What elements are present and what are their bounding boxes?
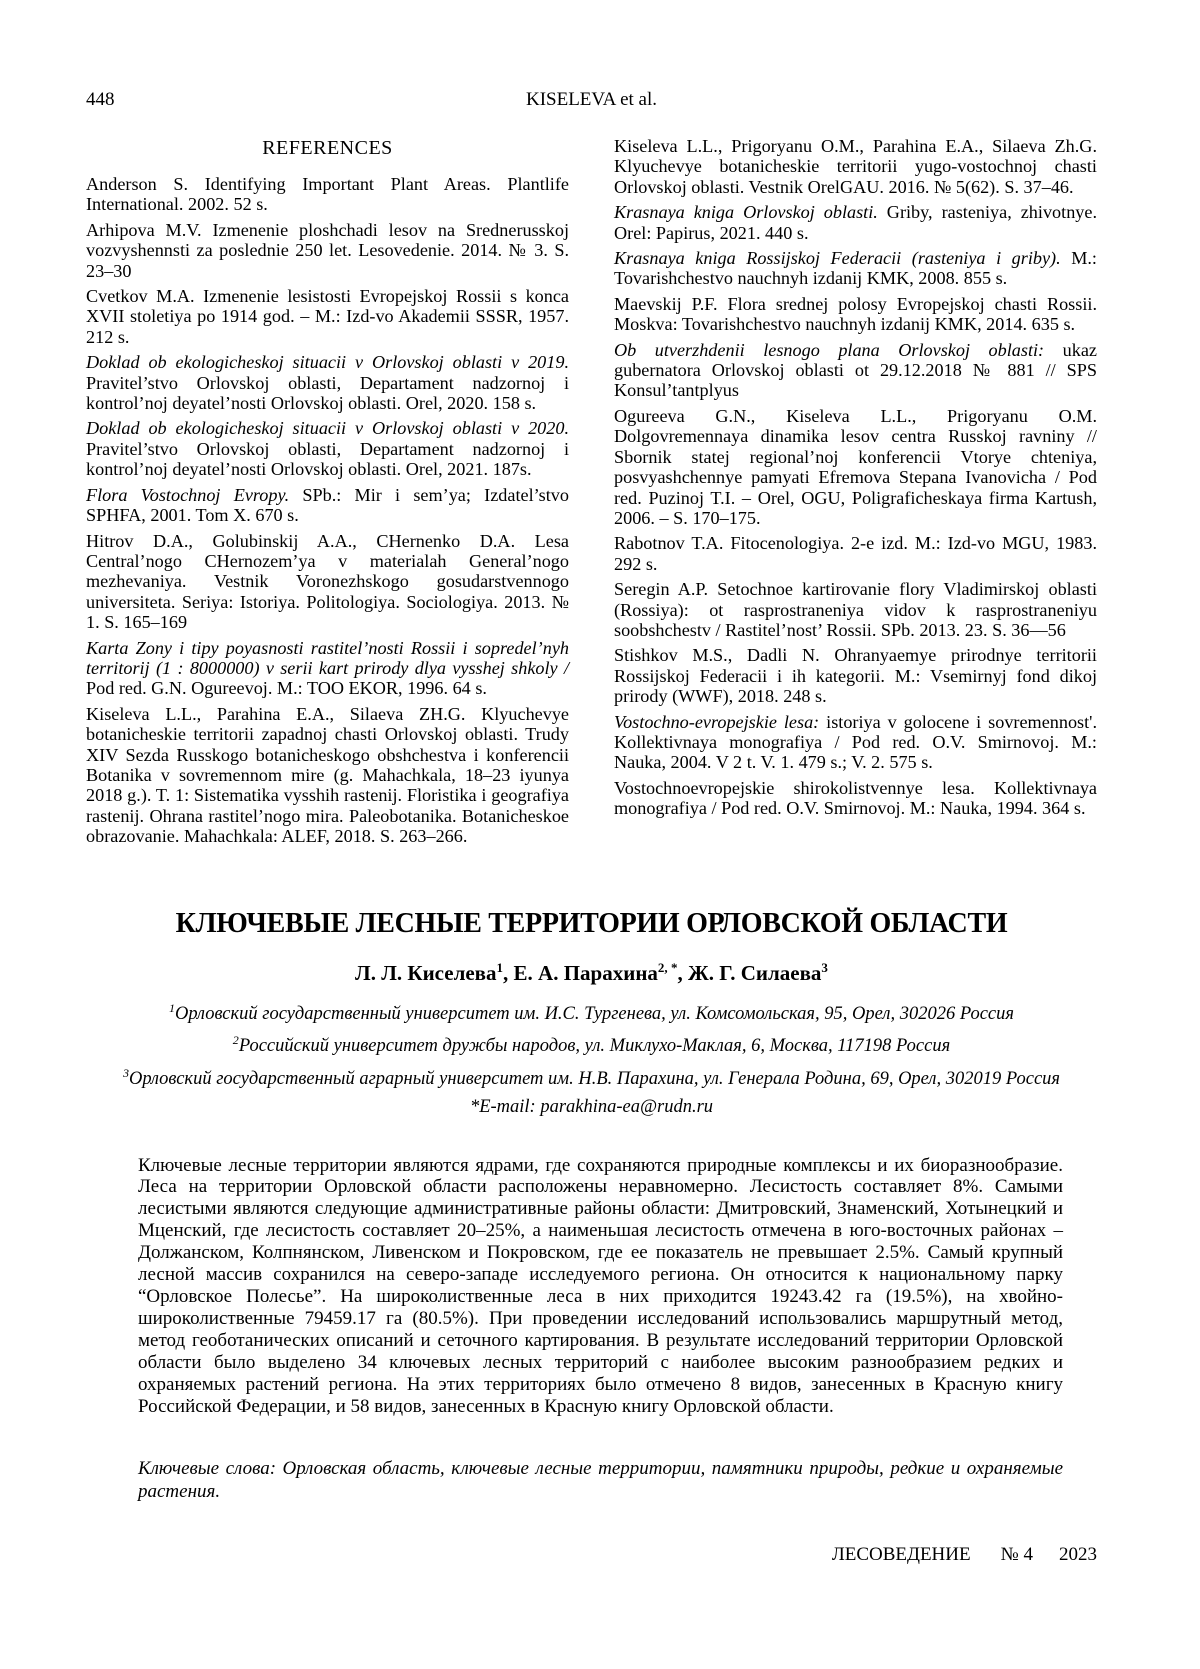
author-affiliation-marker: 3 — [821, 959, 828, 975]
reference-entry: Krasnaya kniga Orlovskoj oblasti. Griby, rasteniya, zhivotnye. Orel: Papirus, 2021. 440 s. — [614, 202, 1097, 243]
running-head: KISELEVA et al. — [525, 89, 658, 110]
reference-entry: Anderson S. Identifying Important Plant Areas. Plantlife International. 2002. 52 s. — [86, 174, 569, 215]
author-separator: , — [677, 960, 688, 985]
reference-entry: Karta Zony i tipy poyasnosti rastitel’nosti Rossii i sopredel’nyh territorij (1 : 8000000) v serii kart prirody dlya vysshej shkoly / Pod red. G.N. Ogureevoj. M.: TOO EKOR, 1996. 64 s. — [86, 637, 569, 699]
affiliations-block — [86, 995, 1097, 1093]
article-title: КЛЮЧЕВЫЕ ЛЕСНЫЕ ТЕРРИТОРИИ ОРЛОВСКОЙ ОБЛАСТИ — [175, 907, 1008, 939]
author-affiliation-marker: 2, * — [657, 959, 678, 975]
journal-name: ЛЕСОВЕДЕНИЕ — [831, 1544, 971, 1565]
reference-entry: Doklad ob ekologicheskoj situacii v Orlovskoj oblasti v 2019. Pravitel’stvo Orlovskoj oblasti, Departament nadzornoj i kontrol’noj deyatel’nosti Orlovskoj oblasti. Orel, 2020. 158 s. — [86, 352, 569, 414]
reference-entry: Maevskij P.F. Flora srednej polosy Evropejskoj chasti Rossii. Moskva: Tovarishchestvo nauchnyh izdanij KMK, 2014. 635 s. — [614, 293, 1097, 335]
author: Е. А. Парахина$^{2, *}$ — [513, 959, 678, 985]
page-number: 448 — [86, 89, 115, 110]
page-header — [86, 88, 1097, 112]
references-section — [86, 136, 1097, 852]
issue-number: № 4 — [1000, 1544, 1033, 1565]
reference-entry: Rabotnov T.A. Fitocenologiya. 2-e izd. M.: Izd-vo MGU, 1983. 292 s. — [614, 533, 1097, 574]
reference-entry: Kiseleva L.L., Parahina E.A., Silaeva ZH.G. Klyuchevye botanicheskie territorii zapadnoj chasti Orlovskoj oblasti. Trudy XIV Sezda Russkogo botanicheskogo obshchestva i konferencii Botanika v sovremennom mire (g. Mahachkala, 18–23 iyunya 2018 g.). T. 1: Sistematika vysshih rastenij. Floristika i geografiya rastenij. Ohrana rastitel’nogo mira. Paleobotanika. Botanicheskoe obrazovanie. Mahachkala: ALEF, 2018. S. 263–266. — [86, 703, 569, 847]
affiliation: $^3$Орловский государственный аграрный университет им. Н.В. Парахина, ул. Генерала Родина, 69, Орел, 302019 Россия — [122, 1065, 1061, 1090]
authors-line — [86, 955, 1097, 986]
reference-entry: Vostochnoevropejskie shirokolistvennye lesa. Kollektivnaya monografiya / Pod red. O.V. Smirnovoj. M.: Nauka, 1994. 364 s. — [614, 777, 1097, 819]
reference-entry: Doklad ob ekologicheskoj situacii v Orlovskoj oblasti v 2020. Pravitel’stvo Orlovskoj oblasti, Departament nadzornoj i kontrol’noj deyatel’nosti Orlovskoj oblasti. Orel, 2021. 187s. — [86, 418, 569, 480]
reference-entry: Hitrov D.A., Golubinskij A.A., CHernenko D.A. Lesa Central’nogo CHernozem’ya v materialah General’nogo mezhevaniya. Vestnik Voronezhskogo gosudarstvennogo universiteta. Seriya: Istoriya. Politologiya. Sociologiya. 2013. № 1. S. 165–169 — [86, 530, 569, 633]
author-affiliation-marker: 1 — [496, 959, 504, 975]
reference-entry: Seregin A.P. Setochnoe kartirovanie flory Vladimirskoj oblasti (Rossiya): ot rasprostraneniya vidov k rasprostraneniyu soobshchestv / Rastitel’nost’ Rossii. SPb. 2013. 23. S. 36—56 — [614, 579, 1097, 640]
abstract-paragraph: Ключевые лесные территории являются ядрами, где сохраняются природные комплексы и их биоразнообразие. Леса на территории Орловской области расположены неравномерно. Лесистость составляет 8%. Самыми лесистыми являются следующие административные районы области: Дмитровский, Знаменский, Хотынецкий и Мценский, где лесистость составляет 20–25%, а наименьшая лесистость отмечена в юго-восточных районах – Должанском, Колпнянском, Ливенском и Покровском, где ее показатель не превышает 2.5%. Самый крупный лесной массив сохранился на северо-западе исследуемого региона. Он относится к национальному парку “Орловское Полесье”. На широколиственные леса в них приходится 19243.42 га (19.5%), на хвойно-широколиственные 79459.17 га (80.5%). При проведении исследований использовались маршрутный метод, метод геоботанических описаний и сеточного картирования. В результате исследований территории Орловской области было выделено 34 ключевых лесных территорий с наиболее высоким разнообразием редких и охраняемых растений региона. На этих территориях было отмечено 8 видов, занесенных в Красную книгу Российской Федерации, и 58 видов, занесенных в Красную книгу Орловской области. — [138, 1154, 1063, 1417]
reference-entry: Arhipova M.V. Izmenenie ploshchadi lesov na Srednerusskoj vozvyshennsti za poslednie 250 let. Lesovedenie. 2014. № 3. S. 23–30 — [86, 219, 569, 281]
references-column-left — [86, 136, 569, 852]
affiliation: $^1$Орловский государственный университет им. И.С. Тургенева, ул. Комсомольская, 95, Орел, 302026 Россия — [168, 1000, 1014, 1024]
reference-entry: Flora Vostochnoj Evropy. SPb.: Mir i sem’ya; Izdatel’stvo SPHFA, 2001. Tom X. 670 s. — [86, 484, 569, 526]
reference-entry: Krasnaya kniga Rossijskoj Federacii (rasteniya i griby). M.: Tovarishchestvo nauchnyh izdanij KMK, 2008. 855 s. — [614, 248, 1097, 289]
reference-entry: Vostochno-evropejskie lesa: istoriya v golocene i sovremennost'. Kollektivnaya monografiya / Pod red. O.V. Smirnovoj. M.: Nauka, 2004. V 2 t. V. 1. 479 s.; V. 2. 575 s. — [614, 711, 1098, 773]
publication-year: 2023 — [1059, 1544, 1097, 1565]
reference-entry: Cvetkov M.A. Izmenenie lesistosti Evropejskoj Rossii s konca XVII stoletiya po 1914 god. – M.: Izd-vo Akademii SSSR, 1957. 212 s. — [86, 286, 569, 347]
journal-footer — [832, 1543, 1097, 1567]
reference-entry: Stishkov M.S., Dadli N. Ohranyaemye prirodnye territorii Rossijskoj Federacii i ih kategorii. M.: Vsemirnyj fond dikoj prirody (WWF), 2018. 248 s. — [614, 645, 1097, 707]
author: Л. Л. Киселева$^1$ — [355, 959, 504, 985]
keywords-line: Ключевые слова: Орловская область, ключевые лесные территории, памятники природы, редкие и охраняемые растения. — [138, 1458, 1063, 1503]
author: Ж. Г. Силаева$^3$ — [687, 959, 828, 985]
references-title: REFERENCES — [262, 137, 393, 159]
corresponding-email: *E-mail: parakhina-ea@rudn.ru — [469, 1096, 714, 1117]
affiliation: $^2$Российский университет дружбы народов, ул. Миклухо-Маклая, 6, Москва, 117198 Россия — [232, 1033, 951, 1057]
reference-entry: Ogureeva G.N., Kiseleva L.L., Prigoryanu O.M. Dolgovremennaya dinamika lesov centra Russkoj ravniny // Sbornik statej regional’noj konferencii Vtorye chteniya, posvyashchennye pamyati Efremova Stepana Ivanovicha / Pod red. Puzinoj T.I. – Orel, OGU, Poligraficheskaya firma Kartush, 2006. – S. 170–175. — [614, 405, 1097, 528]
author-separator: , — [503, 960, 514, 985]
references-column-right — [614, 136, 1097, 852]
reference-entry: Kiseleva L.L., Prigoryanu O.M., Parahina E.A., Silaeva Zh.G. Klyuchevye botanicheskie territorii yugo-vostochnoj chasti Orlovskoj oblasti. Vestnik OrelGAU. 2016. № 5(62). S. 37–46. — [614, 136, 1097, 197]
reference-entry: Ob utverzhdenii lesnogo plana Orlovskoj oblasti: ukaz gubernatora Orlovskoj oblasti ot 29.12.2018 № 881 // SPS Konsul’tantplyus — [614, 339, 1097, 401]
